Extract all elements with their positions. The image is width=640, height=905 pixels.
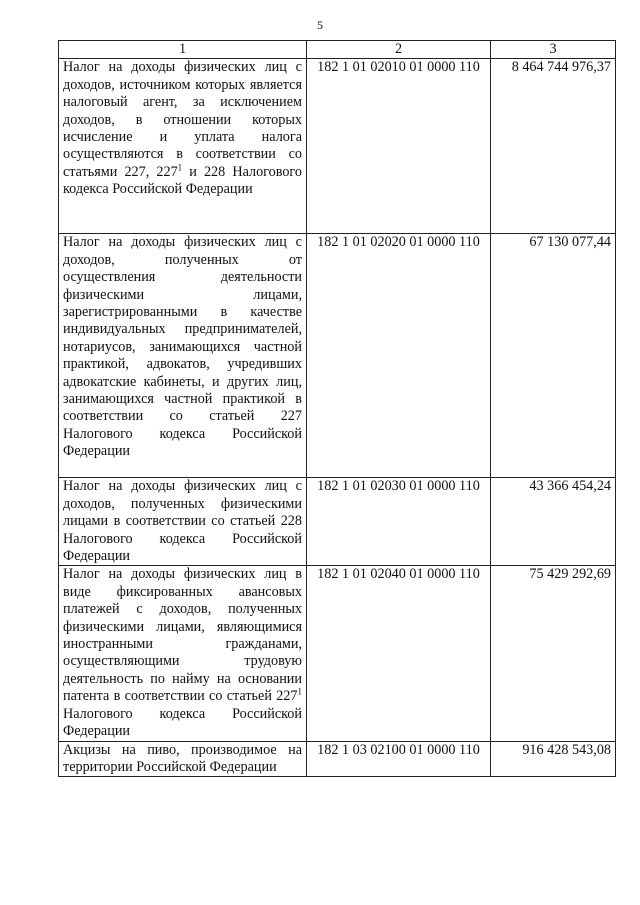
budget-code-cell: 182 1 01 02030 01 0000 110	[307, 478, 491, 566]
column-header-1: 1	[59, 41, 307, 59]
superscript-mark: 1	[297, 686, 302, 697]
revenue-name-text: Налог на доходы физических лиц с доходов, полученных физическими лицами в соответствии со статьей 228 Налогового кодекса Российской Федерации	[63, 478, 302, 565]
revenue-name-text-tail: Налогового кодекса Российской Федерации	[63, 705, 302, 740]
amount-cell: 43 366 454,24	[491, 478, 616, 566]
amount-cell: 8 464 744 976,37	[491, 59, 616, 234]
table-header-row	[59, 41, 616, 59]
revenue-name-cell	[59, 741, 307, 777]
page-number: 5	[317, 18, 323, 32]
budget-code-cell: 182 1 01 02040 01 0000 110	[307, 566, 491, 741]
revenue-name-cell	[59, 234, 307, 478]
column-header-3: 3	[491, 41, 616, 59]
budget-code-cell: 182 1 03 02100 01 0000 110	[307, 741, 491, 777]
revenue-name-text: Налог на доходы физических лиц с доходов, источником которых является налоговый агент, за исключением доходов, в отношении которых исчисление и уплата налога осуществляются в соответствии со статьями 227, 227	[63, 59, 302, 180]
revenue-name-text-tail: и 228 Налогового кодекса Российской Федерации	[63, 163, 302, 198]
revenue-table	[58, 40, 616, 777]
revenue-name-text: Налог на доходы физических лиц в виде фиксированных авансовых платежей с доходов, полученных физическими лицами, являющимися иностранными гражданами, осуществляющими трудовую деятельность по найму на основании патента в соответствии со статьей 227	[63, 566, 302, 705]
table-row	[59, 741, 616, 777]
superscript-mark: 1	[177, 162, 183, 173]
revenue-name-cell	[59, 478, 307, 566]
amount-cell: 75 429 292,69	[491, 566, 616, 741]
table-row	[59, 59, 616, 234]
table-row	[59, 234, 616, 478]
revenue-name-text: Налог на доходы физических лиц с доходов, полученных от осуществления деятельности физическими лицами, зарегистрированными в качестве индивидуальных предпринимателей, нотариусов, занимающихся частной практикой, адвокатов, учредивших адвокатские кабинеты, и других лиц, занимающихся частной практикой в соответствии со статьей 227 Налогового кодекса Российской Федерации	[63, 234, 302, 460]
revenue-name-cell	[59, 59, 307, 234]
table-row	[59, 478, 616, 566]
budget-code-cell: 182 1 01 02020 01 0000 110	[307, 234, 491, 478]
budget-code-cell: 182 1 01 02010 01 0000 110	[307, 59, 491, 234]
amount-cell: 916 428 543,08	[491, 741, 616, 777]
amount-cell: 67 130 077,44	[491, 234, 616, 478]
table-row	[59, 566, 616, 741]
revenue-name-text: Акцизы на пиво, производимое на территории Российской Федерации	[63, 741, 302, 775]
column-header-2: 2	[307, 41, 491, 59]
revenue-name-cell	[59, 566, 307, 741]
